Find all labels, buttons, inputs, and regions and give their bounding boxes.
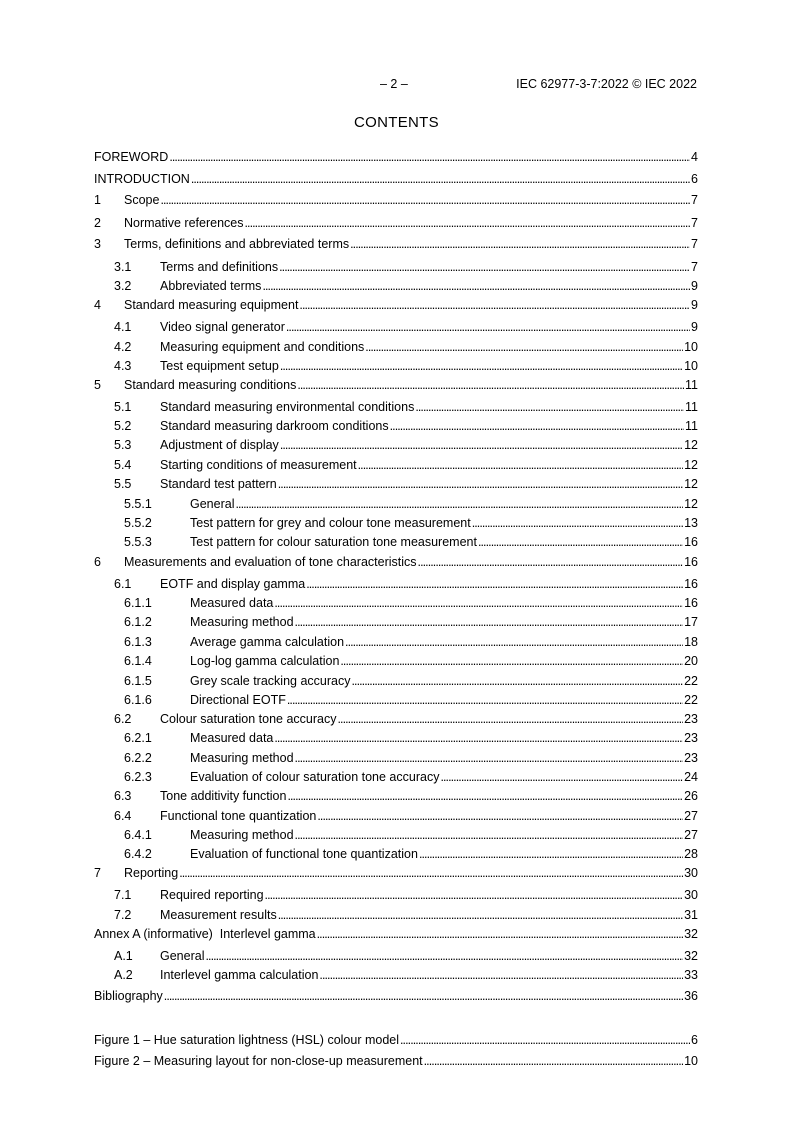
toc-entry-title: Abbreviated terms <box>160 279 262 293</box>
toc-entry-title: FOREWORD <box>94 150 169 164</box>
dot-leader <box>400 1032 690 1049</box>
toc-entry-title: Measuring method <box>190 751 294 765</box>
toc-entry-title: Standard measuring darkroom conditions <box>160 419 389 433</box>
toc-entry-title: Test pattern for colour saturation tone measurement <box>190 535 477 549</box>
toc-entry[interactable] <box>94 457 698 474</box>
toc-entry[interactable] <box>94 865 698 882</box>
toc-entry-title: Measuring equipment and conditions <box>160 340 365 354</box>
toc-entry-title: Normative references <box>124 216 244 230</box>
toc-entry[interactable] <box>94 730 698 747</box>
toc-entry-number: 7.1 <box>114 888 132 902</box>
toc-entry-page: 22 <box>684 674 698 688</box>
toc-entry-number: 3.2 <box>114 279 132 293</box>
toc-entry-title: Directional EOTF <box>190 693 286 707</box>
dot-leader <box>319 967 683 984</box>
toc-entry[interactable] <box>94 418 698 435</box>
dot-leader <box>262 278 690 295</box>
toc-entry-title: Terms and definitions <box>160 260 279 274</box>
toc-entry-title: Grey scale tracking accuracy <box>190 674 351 688</box>
dot-leader <box>245 215 691 232</box>
toc-entry-number: 6.1.1 <box>124 596 152 610</box>
toc-entry[interactable] <box>94 515 698 532</box>
toc-entry-page: 17 <box>684 615 698 629</box>
toc-entry[interactable] <box>94 192 698 209</box>
toc-entry-title: EOTF and display gamma <box>160 577 306 591</box>
toc-entry-page: 16 <box>684 555 698 569</box>
toc-entry-number: 4.1 <box>114 320 132 334</box>
dot-leader <box>169 149 690 166</box>
toc-entry-number: 6.1.4 <box>124 654 152 668</box>
dot-leader <box>280 437 683 454</box>
toc-entry-page: 12 <box>684 477 698 491</box>
toc-entry[interactable] <box>94 278 698 295</box>
toc-entry[interactable] <box>94 967 698 984</box>
toc-entry-title: Standard measuring equipment <box>124 298 299 312</box>
toc-entry-number: A.2 <box>114 968 133 982</box>
toc-entry-number: 6.4 <box>114 809 132 823</box>
document-reference: IEC 62977-3-7:2022 © IEC 2022 <box>516 77 697 91</box>
toc-entry-number: 4.3 <box>114 359 132 373</box>
toc-entry-title: INTRODUCTION <box>94 172 190 186</box>
toc-entry-page: 7 <box>691 216 698 230</box>
toc-entry-title: Scope <box>124 193 160 207</box>
toc-entry-title: Standard measuring conditions <box>124 378 297 392</box>
toc-entry-title: Colour saturation tone accuracy <box>160 712 337 726</box>
toc-entry[interactable] <box>94 215 698 232</box>
toc-entry-number: 6.1.6 <box>124 693 152 707</box>
toc-entry[interactable] <box>94 653 698 670</box>
toc-entry-number: 5.5.1 <box>124 497 152 511</box>
toc-entry-page: 16 <box>684 535 698 549</box>
toc-entry-number: 5.3 <box>114 438 132 452</box>
dot-leader <box>418 554 684 571</box>
toc-entry-title: Interlevel gamma calculation <box>160 968 319 982</box>
toc-entry-page: 6 <box>691 172 698 186</box>
toc-entry[interactable] <box>94 534 698 551</box>
toc-entry[interactable] <box>94 259 698 276</box>
toc-entry-title: Functional tone quantization <box>160 809 317 823</box>
dot-leader <box>295 827 684 844</box>
toc-entry-number: 6.1.5 <box>124 674 152 688</box>
toc-entry-number: 4.2 <box>114 340 132 354</box>
dot-leader <box>274 730 683 747</box>
toc-entry-title: Average gamma calculation <box>190 635 345 649</box>
toc-entry-page: 23 <box>684 712 698 726</box>
toc-entry-number: 4 <box>94 298 101 312</box>
toc-entry-title: Standard test pattern <box>160 477 277 491</box>
toc-entry[interactable] <box>94 297 698 314</box>
figure-entry-title: Figure 1 – Hue saturation lightness (HSL) colour model <box>94 1033 400 1047</box>
dot-leader <box>287 788 683 805</box>
dot-leader <box>350 236 690 253</box>
dot-leader <box>306 576 683 593</box>
toc-entry-page: 23 <box>684 731 698 745</box>
toc-entry[interactable] <box>94 948 698 965</box>
toc-entry-title: Evaluation of colour saturation tone accuracy <box>190 770 440 784</box>
toc-entry-title: Required reporting <box>160 888 264 902</box>
toc-entry-page: 27 <box>684 809 698 823</box>
toc-entry-number: 6.4.1 <box>124 828 152 842</box>
toc-entry-number: 6 <box>94 555 101 569</box>
toc-entry-number: 5.5 <box>114 477 132 491</box>
toc-entry-number: 5.5.2 <box>124 516 152 530</box>
toc-entry-title: Measured data <box>190 731 274 745</box>
toc-entry-page: 32 <box>684 927 698 941</box>
toc-entry-title: Test pattern for grey and colour tone measurement <box>190 516 471 530</box>
toc-entry-page: 9 <box>691 279 698 293</box>
toc-entry[interactable] <box>94 595 698 612</box>
toc-entry-title: Video signal generator <box>160 320 285 334</box>
toc-entry-number: 6.1.2 <box>124 615 152 629</box>
toc-entry[interactable] <box>94 750 698 767</box>
toc-entry-number: 5 <box>94 378 101 392</box>
toc-entry[interactable] <box>94 846 698 863</box>
toc-entry-page: 4 <box>691 150 698 164</box>
toc-entry[interactable] <box>94 634 698 651</box>
dot-leader <box>279 259 690 276</box>
toc-entry-title: General <box>160 949 205 963</box>
toc-entry-page: 30 <box>684 888 698 902</box>
toc-entry-number: 3.1 <box>114 260 132 274</box>
toc-entry-title: Measurements and evaluation of tone characteristics <box>124 555 417 569</box>
toc-entry-number: 5.2 <box>114 419 132 433</box>
toc-entry[interactable] <box>94 149 698 166</box>
toc-entry[interactable] <box>94 236 698 253</box>
dot-leader <box>295 750 684 767</box>
dot-leader <box>274 595 683 612</box>
toc-entry-page: 20 <box>684 654 698 668</box>
toc-entry[interactable] <box>94 988 698 1005</box>
toc-entry-number: 3 <box>94 237 101 251</box>
toc-entry-title: Standard measuring environmental conditions <box>160 400 415 414</box>
dot-leader <box>278 907 683 924</box>
figure-entry[interactable] <box>94 1053 698 1070</box>
toc-entry-page: 30 <box>684 866 698 880</box>
toc-entry-page: 28 <box>684 847 698 861</box>
dot-leader <box>179 865 683 882</box>
toc-entry-page: 27 <box>684 828 698 842</box>
toc-entry[interactable] <box>94 907 698 924</box>
toc-entry-page: 32 <box>684 949 698 963</box>
dot-leader <box>472 515 683 532</box>
toc-entry[interactable] <box>94 437 698 454</box>
toc-entry[interactable] <box>94 377 698 394</box>
toc-entry-page: 26 <box>684 789 698 803</box>
toc-entry-title: Evaluation of functional tone quantization <box>190 847 418 861</box>
dot-leader <box>478 534 683 551</box>
toc-entry[interactable] <box>94 788 698 805</box>
toc-entry-title: General <box>190 497 235 511</box>
toc-entry[interactable] <box>94 769 698 786</box>
toc-entry-title: Measured data <box>190 596 274 610</box>
toc-entry-page: 13 <box>684 516 698 530</box>
dot-leader <box>265 887 684 904</box>
dot-leader <box>160 192 690 209</box>
toc-entry-title: Bibliography <box>94 989 163 1003</box>
toc-entry[interactable] <box>94 358 698 375</box>
dot-leader <box>317 926 683 943</box>
toc-entry-number: 6.2 <box>114 712 132 726</box>
dot-leader <box>286 319 690 336</box>
toc-entry-page: 22 <box>684 693 698 707</box>
dot-leader <box>295 614 684 631</box>
dot-leader <box>419 846 683 863</box>
toc-entry-title: Tone additivity function <box>160 789 287 803</box>
dot-leader <box>297 377 684 394</box>
toc-entry-number: 6.1.3 <box>124 635 152 649</box>
toc-entry-page: 31 <box>684 908 698 922</box>
toc-entry-title: Terms, definitions and abbreviated terms <box>124 237 350 251</box>
toc-entry-number: 5.1 <box>114 400 132 414</box>
toc-entry-page: 10 <box>684 340 698 354</box>
dot-leader <box>191 171 690 188</box>
page-number: – 2 – <box>380 77 408 91</box>
toc-entry[interactable] <box>94 887 698 904</box>
toc-entry-title: Measurement results <box>160 908 277 922</box>
toc-entry-title: Measuring method <box>190 615 294 629</box>
toc-entry-page: 12 <box>684 458 698 472</box>
toc-entry-page: 33 <box>684 968 698 982</box>
toc-entry[interactable] <box>94 339 698 356</box>
toc-entry-number: 7 <box>94 866 101 880</box>
dot-leader <box>205 948 683 965</box>
dot-leader <box>415 399 684 416</box>
toc-entry-page: 9 <box>691 320 698 334</box>
dot-leader <box>164 988 683 1005</box>
dot-leader <box>440 769 683 786</box>
figure-entry-title: Figure 2 – Measuring layout for non-close-up measurement <box>94 1054 423 1068</box>
dot-leader <box>280 358 683 375</box>
dot-leader <box>424 1053 683 1070</box>
toc-entry-title: Annex A (informative) Interlevel gamma <box>94 927 316 941</box>
toc-entry-page: 36 <box>684 989 698 1003</box>
toc-entry-title: Test equipment setup <box>160 359 279 373</box>
toc-entry-number: 6.2.2 <box>124 751 152 765</box>
toc-entry-page: 9 <box>691 298 698 312</box>
toc-entry-number: 1 <box>94 193 101 207</box>
toc-entry-page: 18 <box>684 635 698 649</box>
toc-entry-number: A.1 <box>114 949 133 963</box>
toc-entry-page: 12 <box>684 497 698 511</box>
figure-entry[interactable] <box>94 1032 698 1049</box>
toc-entry-page: 24 <box>684 770 698 784</box>
toc-entry-page: 16 <box>684 596 698 610</box>
dot-leader <box>278 476 683 493</box>
toc-entry-page: 11 <box>685 419 698 433</box>
toc-entry-number: 2 <box>94 216 101 230</box>
toc-entry-number: 6.4.2 <box>124 847 152 861</box>
toc-entry[interactable] <box>94 399 698 416</box>
dot-leader <box>317 808 683 825</box>
toc-entry-number: 5.4 <box>114 458 132 472</box>
toc-entry-number: 6.1 <box>114 577 132 591</box>
toc-entry-page: 16 <box>684 577 698 591</box>
toc-entry-title: Log-log gamma calculation <box>190 654 340 668</box>
toc-entry[interactable] <box>94 476 698 493</box>
toc-entry-title: Reporting <box>124 866 179 880</box>
dot-leader <box>390 418 684 435</box>
toc-entry[interactable] <box>94 614 698 631</box>
dot-leader <box>345 634 683 651</box>
dot-leader <box>287 692 683 709</box>
toc-entry-title: Starting conditions of measurement <box>160 458 357 472</box>
dot-leader <box>235 496 683 513</box>
toc-entry[interactable] <box>94 319 698 336</box>
toc-entry-page: 7 <box>691 237 698 251</box>
toc-entry-page: 7 <box>691 193 698 207</box>
figure-entry-page: 10 <box>684 1054 698 1068</box>
toc-entry-page: 7 <box>691 260 698 274</box>
toc-entry-number: 5.5.3 <box>124 535 152 549</box>
dot-leader <box>299 297 690 314</box>
toc-entry[interactable] <box>94 692 698 709</box>
toc-entry-title: Adjustment of display <box>160 438 279 452</box>
contents-title: CONTENTS <box>354 114 439 131</box>
toc-entry[interactable] <box>94 926 698 943</box>
toc-entry-number: 6.2.3 <box>124 770 152 784</box>
figure-entry-page: 6 <box>691 1033 698 1047</box>
toc-entry[interactable] <box>94 171 698 188</box>
toc-entry-number: 6.3 <box>114 789 132 803</box>
toc-entry[interactable] <box>94 673 698 690</box>
dot-leader <box>351 673 683 690</box>
toc-entry[interactable] <box>94 808 698 825</box>
toc-entry[interactable] <box>94 827 698 844</box>
toc-entry-page: 10 <box>684 359 698 373</box>
toc-entry[interactable] <box>94 496 698 513</box>
toc-entry-page: 12 <box>684 438 698 452</box>
toc-entry[interactable] <box>94 576 698 593</box>
toc-entry-page: 11 <box>685 400 698 414</box>
toc-entry-number: 6.2.1 <box>124 731 152 745</box>
dot-leader <box>365 339 683 356</box>
toc-entry[interactable] <box>94 554 698 571</box>
dot-leader <box>358 457 683 474</box>
dot-leader <box>340 653 683 670</box>
toc-entry-page: 11 <box>685 378 698 392</box>
dot-leader <box>337 711 683 728</box>
toc-entry-title: Measuring method <box>190 828 294 842</box>
toc-entry-number: 7.2 <box>114 908 132 922</box>
toc-entry-page: 23 <box>684 751 698 765</box>
toc-entry[interactable] <box>94 711 698 728</box>
